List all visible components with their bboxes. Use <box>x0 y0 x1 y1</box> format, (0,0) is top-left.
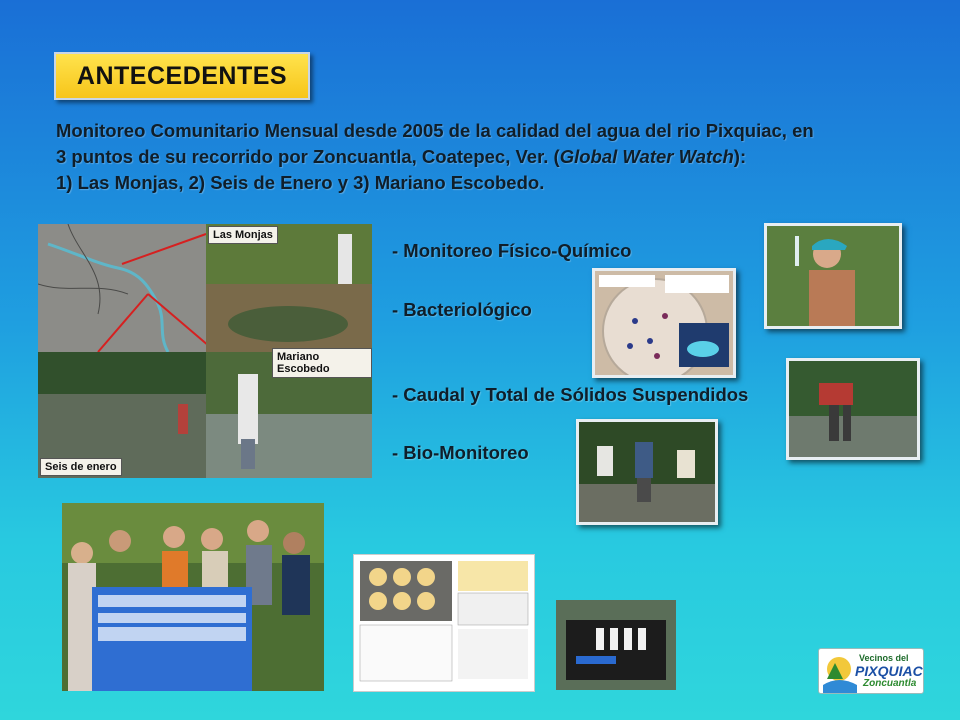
section-title-box <box>54 52 310 100</box>
photo-flow-measurement <box>786 358 920 460</box>
bullet-bio-monitoreo: - Bio-Monitoreo <box>392 442 529 463</box>
results-card-image <box>354 555 534 691</box>
photo-test-kit <box>556 600 676 690</box>
bullet-caudal: - Caudal y Total de Sólidos Suspendidos <box>392 384 749 405</box>
vecinos-pixquiac-logo <box>818 648 924 694</box>
results-card <box>353 554 535 692</box>
logo-line-3: Zoncuantla <box>863 678 917 689</box>
site-collage <box>38 224 372 478</box>
map-label-seis-de-enero: Seis de enero <box>40 458 122 476</box>
photo-group-image <box>62 503 324 691</box>
map-label-las-monjas: Las Monjas <box>208 226 278 244</box>
intro-line-1: Monitoreo Comunitario Mensual desde 2005 de la calidad del agua del rio Pixquiac, en <box>56 120 814 141</box>
bullet-bacteriologico: - Bacteriológico <box>392 299 532 320</box>
photo-flow-image <box>789 361 917 457</box>
intro-paragraph <box>56 118 936 196</box>
photo-petri-dish <box>592 268 736 378</box>
intro-program-name: Global Water Watch <box>559 146 734 167</box>
photo-physicochemical-image <box>767 226 899 326</box>
photo-test-kit-image <box>556 600 676 690</box>
photo-bio-monitoring <box>576 419 718 525</box>
bullet-fisico-quimico: - Monitoreo Físico-Químico <box>392 240 632 261</box>
intro-line-2-pre: 3 puntos de su recorrido por Zoncuantla, Coatepec, Ver. ( <box>56 146 560 167</box>
logo-line-1: Vecinos del <box>859 653 909 663</box>
logo-line-2: PIXQUIAC <box>855 663 923 679</box>
photo-bio-image <box>579 422 715 522</box>
intro-line-2 <box>56 144 936 170</box>
map-label-mariano-escobedo: Mariano Escobedo <box>272 348 372 378</box>
intro-line-2-post: ): <box>733 146 747 167</box>
photo-physicochemical-sampling <box>764 223 902 329</box>
photo-group-banner <box>62 503 324 691</box>
section-title: ANTECEDENTES <box>76 61 288 90</box>
photo-petri-image <box>595 271 733 375</box>
intro-line-3: 1) Las Monjas, 2) Seis de Enero y 3) Mariano Escobedo. <box>56 172 545 193</box>
